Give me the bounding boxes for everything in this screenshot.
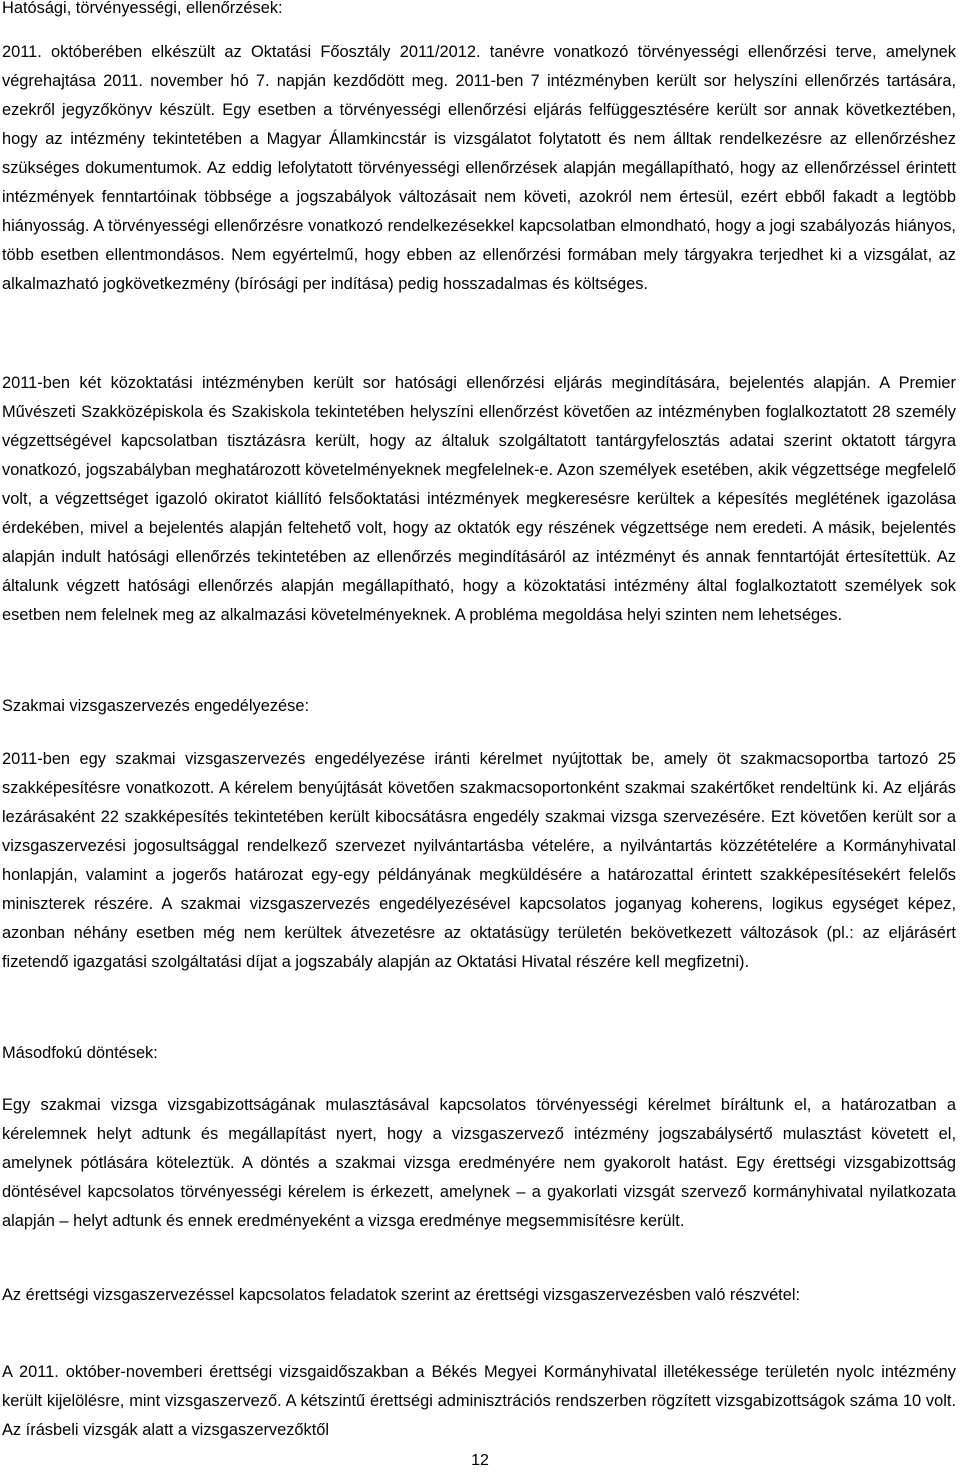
paragraph-matura-participation-intro: Az érettségi vizsgaszervezéssel kapcsolatos feladatok szerint az érettségi vizsgaszervezésben való részvétel:: [2, 1286, 801, 1304]
section-heading-authority-inspections: Hatósági, törvényességi, ellenőrzések:: [2, 0, 283, 17]
paragraph-matura-exam-period: A 2011. október-novemberi érettségi vizsgaidőszakban a Békés Megyei Kormányhivatal illetékessége területén nyolc intézmény került kijelölésre, mint vizsgaszervező. A kétszintű érettségi adminisztrációs rendszerben rögzített vizsgabizottságok száma 10 volt. Az írásbeli vizsgák alatt a vizsgaszervezőktől: [2, 1363, 956, 1439]
page-number: 12: [471, 1452, 489, 1469]
section-heading-vocational-exam-licensing: Szakmai vizsgaszervezés engedélyezése:: [2, 697, 310, 715]
paragraph-authority-procedures: 2011-ben két közoktatási intézményben került sor hatósági ellenőrzési eljárás megindítására, bejelentés alapján. A Premier Művészeti Szakközépiskola és Szakiskola tekintetében helyszíni ellenőrzést követően az intézményben foglalkoztatott 28 személy végzettségével kapcsolatban tisztázásra került, hogy az általuk szolgáltatott tantárgyfelosztás adatai szerint oktatott tárgyra vonatkozó, jogszabályban meghatározott követelményeknek megfelelnek-e. Azon személyek esetében, akik végzettsége megfelelő volt, a végzettséget igazoló okiratot kiállító felsőoktatási intézmények megkeresésre kerültek a képesítés meglétének igazolása érdekében, mivel a bejelentés alapján feltehető volt, hogy az oktatók egy részének végzettsége nem eredeti. A másik, bejelentés alapján indult hatósági ellenőrzés tekintetében az ellenőrzés megindításáról az intézményt és annak fenntartóját értesítettük. Az általunk végzett hatósági ellenőrzés alapján megállapítható, hogy a közoktatási intézmény által foglalkoztatott személyek sok esetben nem felelnek meg az alkalmazási követelményeknek. A probléma megoldása helyi szinten nem lehetséges.: [2, 374, 956, 624]
section-heading-second-instance-decisions: Másodfokú döntések:: [2, 1044, 158, 1062]
paragraph-vocational-exam-licensing: 2011-ben egy szakmai vizsgaszervezés engedélyezése iránti kérelmet nyújtottak be, amely öt szakmacsoportba tartozó 25 szakképesítésre vonatkozott. A kérelem benyújtását követően szakmacsoportonként szakmai szakértőket rendeltünk ki. Az eljárás lezárásaként 22 szakképesítés tekintetében került kibocsátásra engedély szakmai vizsga szervezésére. Ezt követően került sor a vizsgaszervezési jogosultsággal rendelkező szervezet nyilvántartásba vételére, a nyilvántartás közzétételére a Kormányhivatal honlapján, valamint a jogerős határozat egy-egy példányának megküldésére a határozattal érintett szakképesítésekért felelős miniszterek részére. A szakmai vizsgaszervezés engedélyezésével kapcsolatos joganyag koherens, logikus egységet képez, azonban néhány esetben még nem kerültek átvezetésre az oktatásügy területén bekövetkezett változások (pl.: az eljárásért fizetendő igazgatási szolgáltatási díjat a jogszabály alapján az Oktatási Hivatal részére kell megfizetni).: [2, 750, 956, 971]
paragraph-inspection-plan: 2011. októberében elkészült az Oktatási Főosztály 2011/2012. tanévre vonatkozó törvényességi ellenőrzési terve, amelynek végrehajtása 2011. november hó 7. napján kezdődött meg. 2011-ben 7 intézményben került sor helyszíni ellenőrzés tartására, ezekről jegyzőkönyv készült. Egy esetben a törvényességi ellenőrzési eljárás felfüggesztésére került sor annak következtében, hogy az intézmény tekintetében a Magyar Államkincstár is vizsgálatot folytatott és nem álltak rendelkezésre az ellenőrzéshez szükséges dokumentumok. Az eddig lefolytatott törvényességi ellenőrzések alapján megállapítható, hogy az ellenőrzéssel érintett intézmények fenntartóinak többsége a jogszabályok változásait nem követi, azokról nem értesül, ezért ebből fakadt a legtöbb hiányosság. A törvényességi ellenőrzésre vonatkozó rendelkezésekkel kapcsolatban elmondható, hogy a jogi szabályozás hiányos, több esetben ellentmondásos. Nem egyértelmű, hogy ebben az ellenőrzési formában mely tárgyakra terjedhet ki a vizsgálat, az alkalmazható jogkövetkezmény (bírósági per indítása) pedig hosszadalmas és költséges.: [2, 43, 956, 293]
paragraph-second-instance-decisions: Egy szakmai vizsga vizsgabizottságának mulasztásával kapcsolatos törvényességi kérelmet bíráltunk el, a határozatban a kérelemnek helyt adtunk és megállapítást nyert, hogy a vizsgaszervező intézmény jogszabálysértő mulasztást követett el, amelynek pótlására köteleztük. A döntés a szakmai vizsga eredményére nem gyakorolt hatást. Egy érettségi vizsgabizottság döntésével kapcsolatos törvényességi kérelem is érkezett, amelynek – a gyakorlati vizsgát szervező kormányhivatal nyilatkozata alapján – helyt adtunk és ennek eredményeként a vizsga eredménye megsemmisítésre került.: [2, 1096, 956, 1230]
